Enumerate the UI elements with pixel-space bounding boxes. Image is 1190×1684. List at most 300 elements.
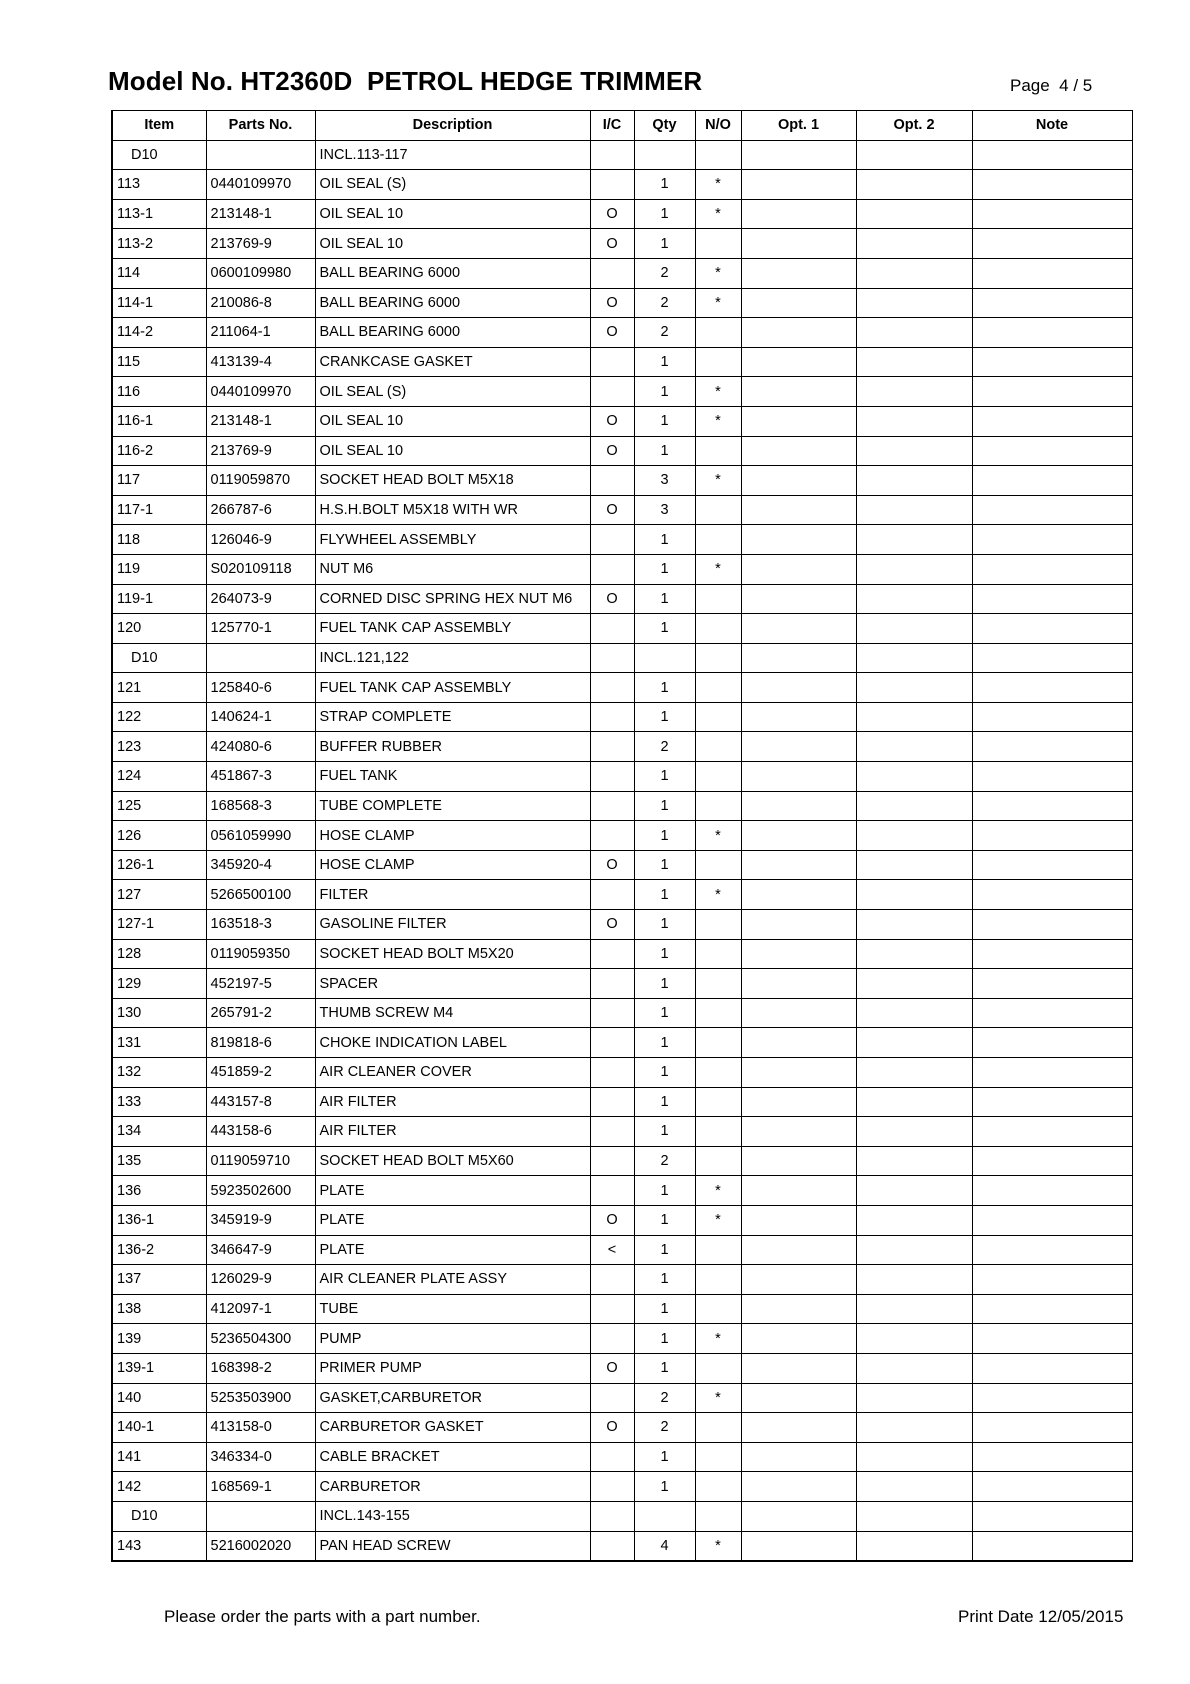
cell-item: 135 (112, 1146, 206, 1176)
cell-parts-no: 266787-6 (206, 495, 315, 525)
cell-qty (634, 1501, 695, 1531)
cell-opt2 (856, 939, 972, 969)
table-row (112, 1501, 1132, 1531)
cell-description: BALL BEARING 6000 (315, 258, 590, 288)
cell-ic (590, 702, 634, 732)
cell-qty: 1 (634, 229, 695, 259)
cell-opt2 (856, 1028, 972, 1058)
cell-qty: 1 (634, 1117, 695, 1147)
cell-note (972, 377, 1132, 407)
table-row (112, 258, 1132, 288)
cell-no: * (695, 1205, 741, 1235)
cell-ic (590, 1176, 634, 1206)
cell-ic (590, 1028, 634, 1058)
cell-parts-no: 819818-6 (206, 1028, 315, 1058)
cell-description: OIL SEAL (S) (315, 377, 590, 407)
cell-note (972, 1294, 1132, 1324)
cell-parts-no (206, 643, 315, 673)
cell-opt2 (856, 584, 972, 614)
cell-ic: < (590, 1235, 634, 1265)
table-row (112, 673, 1132, 703)
table-row (112, 880, 1132, 910)
cell-item: 116-1 (112, 406, 206, 436)
cell-qty: 1 (634, 614, 695, 644)
table-row (112, 584, 1132, 614)
cell-parts-no: 412097-1 (206, 1294, 315, 1324)
cell-description: TUBE COMPLETE (315, 791, 590, 821)
cell-opt2 (856, 377, 972, 407)
cell-qty: 1 (634, 998, 695, 1028)
cell-note (972, 850, 1132, 880)
cell-note (972, 1501, 1132, 1531)
table-row (112, 1028, 1132, 1058)
cell-qty: 1 (634, 910, 695, 940)
table-row (112, 318, 1132, 348)
table-row (112, 1294, 1132, 1324)
cell-opt2 (856, 495, 972, 525)
cell-parts-no (206, 1501, 315, 1531)
cell-item: 130 (112, 998, 206, 1028)
cell-item: 125 (112, 791, 206, 821)
cell-item: 124 (112, 762, 206, 792)
cell-description: PRIMER PUMP (315, 1353, 590, 1383)
cell-description: PLATE (315, 1235, 590, 1265)
cell-no: * (695, 1383, 741, 1413)
cell-qty: 2 (634, 1383, 695, 1413)
cell-description: AIR FILTER (315, 1117, 590, 1147)
cell-parts-no: 213769-9 (206, 229, 315, 259)
cell-item: 126 (112, 821, 206, 851)
cell-opt1 (741, 377, 856, 407)
cell-description: CARBURETOR (315, 1472, 590, 1502)
cell-ic (590, 525, 634, 555)
cell-note (972, 1324, 1132, 1354)
cell-note (972, 1028, 1132, 1058)
cell-ic (590, 969, 634, 999)
cell-note (972, 732, 1132, 762)
cell-parts-no: 346334-0 (206, 1442, 315, 1472)
cell-no: * (695, 466, 741, 496)
cell-qty: 1 (634, 1176, 695, 1206)
cell-opt2 (856, 199, 972, 229)
cell-ic (590, 1472, 634, 1502)
cell-description: CABLE BRACKET (315, 1442, 590, 1472)
cell-note (972, 436, 1132, 466)
cell-qty: 1 (634, 762, 695, 792)
cell-parts-no: 211064-1 (206, 318, 315, 348)
cell-opt1 (741, 584, 856, 614)
table-row (112, 466, 1132, 496)
cell-opt1 (741, 1353, 856, 1383)
cell-parts-no: 126046-9 (206, 525, 315, 555)
cell-parts-no: 213769-9 (206, 436, 315, 466)
cell-parts-no: S020109118 (206, 554, 315, 584)
cell-parts-no: 345920-4 (206, 850, 315, 880)
cell-description: PAN HEAD SCREW (315, 1531, 590, 1561)
cell-note (972, 495, 1132, 525)
cell-description: SOCKET HEAD BOLT M5X60 (315, 1146, 590, 1176)
cell-note (972, 258, 1132, 288)
cell-parts-no: 5923502600 (206, 1176, 315, 1206)
cell-parts-no: 265791-2 (206, 998, 315, 1028)
table-body (112, 140, 1132, 1561)
cell-description: FUEL TANK CAP ASSEMBLY (315, 614, 590, 644)
cell-no (695, 673, 741, 703)
cell-ic: O (590, 288, 634, 318)
cell-qty: 3 (634, 495, 695, 525)
table-row (112, 229, 1132, 259)
cell-item: 140 (112, 1383, 206, 1413)
table-row (112, 1176, 1132, 1206)
cell-qty: 1 (634, 1442, 695, 1472)
cell-parts-no: 213148-1 (206, 406, 315, 436)
cell-no (695, 1413, 741, 1443)
cell-ic (590, 998, 634, 1028)
cell-note (972, 939, 1132, 969)
cell-opt1 (741, 998, 856, 1028)
cell-no (695, 910, 741, 940)
cell-description: PUMP (315, 1324, 590, 1354)
cell-note (972, 998, 1132, 1028)
cell-no (695, 998, 741, 1028)
cell-parts-no: 0119059870 (206, 466, 315, 496)
cell-opt1 (741, 673, 856, 703)
cell-opt2 (856, 673, 972, 703)
cell-opt2 (856, 1353, 972, 1383)
cell-no: * (695, 554, 741, 584)
cell-ic (590, 377, 634, 407)
cell-opt1 (741, 910, 856, 940)
cell-item: 143 (112, 1531, 206, 1561)
cell-opt2 (856, 998, 972, 1028)
cell-item: 142 (112, 1472, 206, 1502)
table-row (112, 436, 1132, 466)
cell-no (695, 939, 741, 969)
cell-opt2 (856, 406, 972, 436)
cell-description: FLYWHEEL ASSEMBLY (315, 525, 590, 555)
cell-description: CHOKE INDICATION LABEL (315, 1028, 590, 1058)
cell-opt1 (741, 170, 856, 200)
cell-opt2 (856, 880, 972, 910)
cell-opt2 (856, 229, 972, 259)
cell-opt1 (741, 1442, 856, 1472)
cell-ic: O (590, 1413, 634, 1443)
cell-description: OIL SEAL 10 (315, 199, 590, 229)
cell-opt1 (741, 258, 856, 288)
cell-no: * (695, 1324, 741, 1354)
cell-item: 115 (112, 347, 206, 377)
cell-description: TUBE (315, 1294, 590, 1324)
cell-description: HOSE CLAMP (315, 850, 590, 880)
cell-item: 116 (112, 377, 206, 407)
cell-description: STRAP COMPLETE (315, 702, 590, 732)
cell-note (972, 199, 1132, 229)
cell-qty (634, 643, 695, 673)
cell-item: 139-1 (112, 1353, 206, 1383)
cell-item: 118 (112, 525, 206, 555)
column-header-qty: Qty (634, 111, 695, 141)
cell-description: OIL SEAL 10 (315, 406, 590, 436)
table-row (112, 1117, 1132, 1147)
cell-note (972, 1531, 1132, 1561)
cell-opt2 (856, 1294, 972, 1324)
cell-no (695, 1117, 741, 1147)
cell-parts-no: 5216002020 (206, 1531, 315, 1561)
cell-opt1 (741, 318, 856, 348)
cell-qty: 2 (634, 288, 695, 318)
cell-item: 126-1 (112, 850, 206, 880)
cell-opt1 (741, 1058, 856, 1088)
cell-note (972, 584, 1132, 614)
cell-no: * (695, 1176, 741, 1206)
table-row (112, 614, 1132, 644)
cell-note (972, 1383, 1132, 1413)
column-header-opt2: Opt. 2 (856, 111, 972, 141)
cell-parts-no: 213148-1 (206, 199, 315, 229)
table-row (112, 347, 1132, 377)
cell-opt2 (856, 791, 972, 821)
table-row (112, 910, 1132, 940)
cell-no: * (695, 377, 741, 407)
cell-opt2 (856, 1324, 972, 1354)
cell-item: 131 (112, 1028, 206, 1058)
cell-item: 134 (112, 1117, 206, 1147)
cell-note (972, 1205, 1132, 1235)
cell-item: 113-2 (112, 229, 206, 259)
cell-note (972, 406, 1132, 436)
cell-opt2 (856, 1265, 972, 1295)
cell-parts-no: 125840-6 (206, 673, 315, 703)
cell-parts-no: 413139-4 (206, 347, 315, 377)
cell-description: BALL BEARING 6000 (315, 288, 590, 318)
cell-ic (590, 1146, 634, 1176)
cell-ic: O (590, 584, 634, 614)
cell-parts-no: 125770-1 (206, 614, 315, 644)
table-row (112, 495, 1132, 525)
page-title: Model No. HT2360D PETROL HEDGE TRIMMER (108, 66, 703, 96)
cell-opt1 (741, 1176, 856, 1206)
cell-qty: 1 (634, 1472, 695, 1502)
cell-opt2 (856, 643, 972, 673)
table-row (112, 1353, 1132, 1383)
cell-qty: 2 (634, 1413, 695, 1443)
parts-table (111, 110, 1133, 1562)
cell-ic (590, 170, 634, 200)
cell-item: 138 (112, 1294, 206, 1324)
cell-item: 127 (112, 880, 206, 910)
cell-opt2 (856, 732, 972, 762)
cell-qty: 1 (634, 1265, 695, 1295)
cell-no: * (695, 821, 741, 851)
cell-ic: O (590, 910, 634, 940)
cell-description: FUEL TANK CAP ASSEMBLY (315, 673, 590, 703)
cell-opt1 (741, 1235, 856, 1265)
table-row (112, 170, 1132, 200)
cell-note (972, 554, 1132, 584)
cell-opt2 (856, 1235, 972, 1265)
cell-qty: 1 (634, 1353, 695, 1383)
table-header-row (112, 111, 1132, 141)
cell-note (972, 229, 1132, 259)
cell-ic (590, 939, 634, 969)
cell-item: 120 (112, 614, 206, 644)
cell-opt2 (856, 614, 972, 644)
cell-no (695, 229, 741, 259)
cell-opt1 (741, 1413, 856, 1443)
cell-no (695, 1472, 741, 1502)
cell-no (695, 318, 741, 348)
cell-item: 136-1 (112, 1205, 206, 1235)
cell-note (972, 1472, 1132, 1502)
cell-parts-no: 0600109980 (206, 258, 315, 288)
cell-ic: O (590, 199, 634, 229)
cell-no: * (695, 258, 741, 288)
cell-description: FUEL TANK (315, 762, 590, 792)
cell-qty: 1 (634, 1058, 695, 1088)
cell-opt2 (856, 1058, 972, 1088)
cell-parts-no: 0561059990 (206, 821, 315, 851)
table-row (112, 1383, 1132, 1413)
cell-note (972, 762, 1132, 792)
cell-no (695, 495, 741, 525)
cell-item: 114-2 (112, 318, 206, 348)
cell-no (695, 347, 741, 377)
cell-item: 140-1 (112, 1413, 206, 1443)
cell-qty: 1 (634, 850, 695, 880)
cell-qty: 1 (634, 1235, 695, 1265)
cell-parts-no: 345919-9 (206, 1205, 315, 1235)
cell-opt2 (856, 821, 972, 851)
cell-ic (590, 614, 634, 644)
cell-note (972, 702, 1132, 732)
cell-description: OIL SEAL (S) (315, 170, 590, 200)
cell-opt2 (856, 1472, 972, 1502)
cell-qty: 1 (634, 702, 695, 732)
cell-opt2 (856, 1383, 972, 1413)
cell-ic (590, 140, 634, 170)
cell-opt2 (856, 170, 972, 200)
cell-opt2 (856, 850, 972, 880)
cell-qty: 4 (634, 1531, 695, 1561)
cell-ic (590, 1265, 634, 1295)
cell-parts-no: 451867-3 (206, 762, 315, 792)
cell-opt1 (741, 702, 856, 732)
cell-note (972, 1176, 1132, 1206)
table-row (112, 1205, 1132, 1235)
cell-opt2 (856, 347, 972, 377)
cell-description: H.S.H.BOLT M5X18 WITH WR (315, 495, 590, 525)
cell-opt1 (741, 850, 856, 880)
cell-opt1 (741, 1294, 856, 1324)
cell-qty: 1 (634, 1324, 695, 1354)
column-header-no: N/O (695, 111, 741, 141)
cell-item: 136 (112, 1176, 206, 1206)
cell-item: 141 (112, 1442, 206, 1472)
cell-ic (590, 762, 634, 792)
table-row (112, 762, 1132, 792)
column-header-description: Description (315, 111, 590, 141)
cell-ic: O (590, 850, 634, 880)
cell-note (972, 170, 1132, 200)
cell-opt1 (741, 466, 856, 496)
cell-no (695, 791, 741, 821)
cell-parts-no: 210086-8 (206, 288, 315, 318)
cell-description: FILTER (315, 880, 590, 910)
cell-qty: 2 (634, 1146, 695, 1176)
cell-opt1 (741, 229, 856, 259)
cell-parts-no: 168398-2 (206, 1353, 315, 1383)
cell-note (972, 318, 1132, 348)
cell-description: SPACER (315, 969, 590, 999)
cell-no (695, 850, 741, 880)
cell-no (695, 1058, 741, 1088)
table-row (112, 1146, 1132, 1176)
cell-ic (590, 643, 634, 673)
column-header-item: Item (112, 111, 206, 141)
cell-note (972, 969, 1132, 999)
cell-qty: 1 (634, 525, 695, 555)
cell-no: * (695, 199, 741, 229)
cell-parts-no: 5253503900 (206, 1383, 315, 1413)
cell-ic (590, 1087, 634, 1117)
cell-parts-no: 126029-9 (206, 1265, 315, 1295)
cell-opt2 (856, 258, 972, 288)
cell-ic (590, 1294, 634, 1324)
cell-item: D10 (112, 643, 206, 673)
cell-note (972, 910, 1132, 940)
cell-parts-no: 5266500100 (206, 880, 315, 910)
table-row (112, 554, 1132, 584)
cell-opt1 (741, 1383, 856, 1413)
cell-opt2 (856, 1501, 972, 1531)
cell-parts-no: 5236504300 (206, 1324, 315, 1354)
cell-description: PLATE (315, 1176, 590, 1206)
cell-ic: O (590, 229, 634, 259)
cell-ic: O (590, 406, 634, 436)
cell-qty: 1 (634, 791, 695, 821)
table-row (112, 702, 1132, 732)
cell-description: OIL SEAL 10 (315, 229, 590, 259)
cell-note (972, 643, 1132, 673)
cell-description: GASOLINE FILTER (315, 910, 590, 940)
cell-parts-no: 163518-3 (206, 910, 315, 940)
cell-qty: 1 (634, 1205, 695, 1235)
cell-opt1 (741, 1265, 856, 1295)
cell-parts-no: 451859-2 (206, 1058, 315, 1088)
cell-description: AIR CLEANER COVER (315, 1058, 590, 1088)
cell-parts-no: 443158-6 (206, 1117, 315, 1147)
table-row (112, 1413, 1132, 1443)
table-row (112, 791, 1132, 821)
cell-note (972, 880, 1132, 910)
cell-note (972, 466, 1132, 496)
cell-opt2 (856, 1117, 972, 1147)
cell-qty: 1 (634, 880, 695, 910)
cell-qty: 1 (634, 939, 695, 969)
cell-description: SOCKET HEAD BOLT M5X18 (315, 466, 590, 496)
cell-opt2 (856, 969, 972, 999)
cell-item: 128 (112, 939, 206, 969)
cell-parts-no: 413158-0 (206, 1413, 315, 1443)
cell-description: CRANKCASE GASKET (315, 347, 590, 377)
cell-description: THUMB SCREW M4 (315, 998, 590, 1028)
cell-parts-no: 452197-5 (206, 969, 315, 999)
cell-opt1 (741, 406, 856, 436)
cell-ic: O (590, 318, 634, 348)
cell-opt1 (741, 969, 856, 999)
cell-opt1 (741, 554, 856, 584)
cell-item: 139 (112, 1324, 206, 1354)
